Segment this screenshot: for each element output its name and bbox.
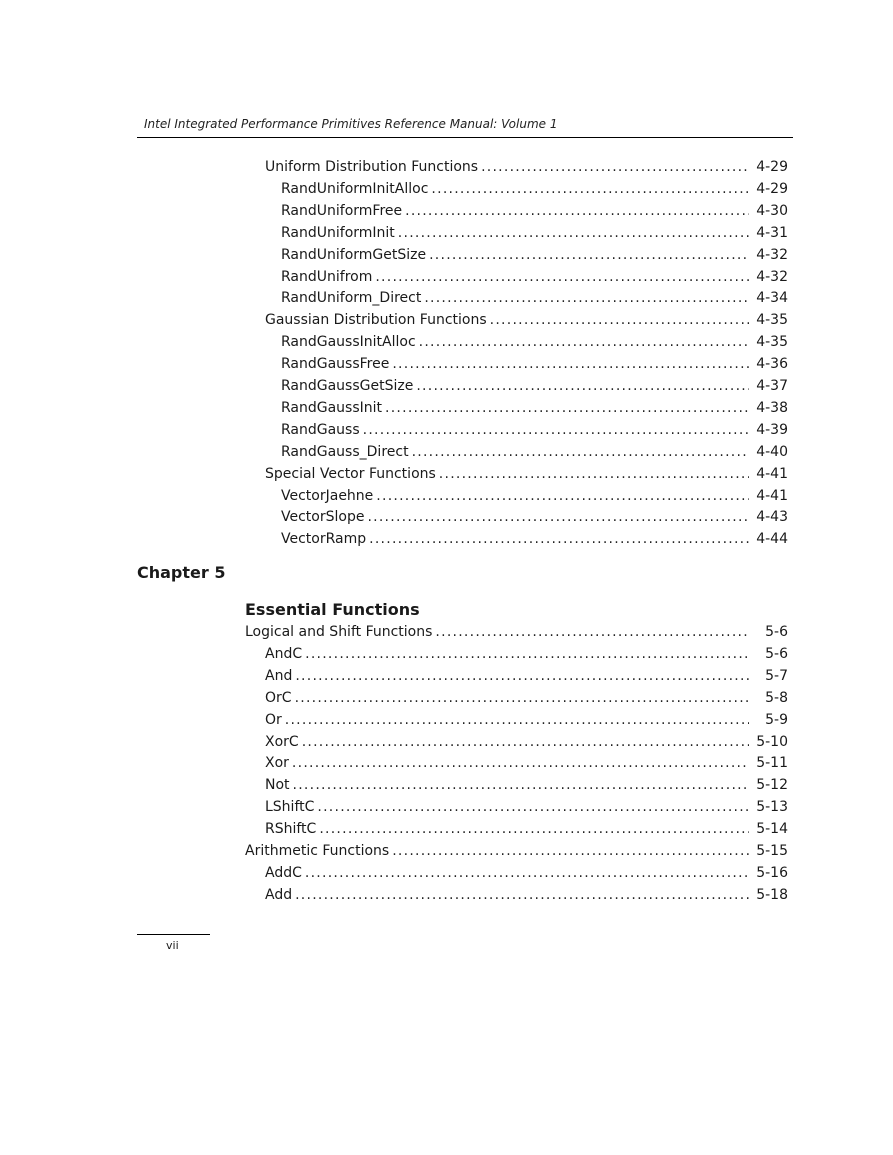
toc-entry-page: 5-6 — [765, 624, 788, 640]
header-title: Intel Integrated Performance Primitives Reference Manual: Volume 1 — [144, 117, 558, 131]
toc-entry[interactable] — [265, 884, 788, 906]
toc-entry-page: 5-16 — [756, 864, 788, 881]
dot-leader — [369, 528, 749, 550]
toc-entry-title: RandGaussInit — [281, 399, 383, 416]
dot-leader — [416, 375, 749, 397]
dot-leader — [285, 709, 749, 731]
toc-entry-page: 4-41 — [756, 465, 788, 482]
toc-entry[interactable] — [281, 287, 788, 309]
toc-entry-title: RandGaussFree — [281, 356, 390, 373]
toc-entry-page: 5-11 — [756, 755, 788, 772]
toc-entry[interactable] — [281, 331, 788, 353]
toc-entry-title: RandGauss — [281, 421, 360, 438]
dot-leader — [295, 884, 749, 906]
toc-entry-title: Gaussian Distribution Functions — [265, 312, 487, 329]
toc-entry-title: XorC — [265, 733, 299, 750]
toc-entry-page: 4-34 — [756, 290, 788, 307]
toc-entry[interactable] — [265, 665, 788, 687]
toc-entry-title: And — [265, 667, 293, 684]
toc-entry-title: VectorRamp — [281, 531, 367, 548]
toc-entry-page: 5-15 — [756, 843, 788, 859]
dot-leader — [435, 621, 749, 643]
toc-entry-title: Uniform Distribution Functions — [265, 159, 479, 175]
dot-leader — [295, 665, 749, 687]
dot-leader — [376, 485, 749, 507]
toc-entry[interactable] — [281, 178, 788, 200]
dot-leader — [305, 643, 749, 665]
dot-leader — [319, 818, 749, 840]
dot-leader — [431, 178, 749, 200]
dot-leader — [439, 463, 749, 485]
toc-entry[interactable] — [265, 709, 788, 731]
toc-entry-title: RandUniformInitAlloc — [281, 180, 429, 197]
footer-rule — [137, 934, 210, 935]
toc-entry[interactable] — [281, 353, 788, 375]
toc-entry[interactable] — [281, 441, 788, 463]
toc-entry-title: Special Vector Functions — [265, 465, 436, 482]
toc-entry[interactable] — [281, 375, 788, 397]
toc-entry-page: 4-44 — [756, 531, 788, 548]
toc-entry[interactable] — [245, 621, 788, 643]
dot-leader — [305, 862, 749, 884]
dot-leader — [392, 840, 749, 862]
toc-entry-title: RShiftC — [265, 821, 317, 838]
toc-entry[interactable] — [245, 840, 788, 862]
toc-entry[interactable] — [281, 397, 788, 419]
toc-entry-page: 4-35 — [756, 334, 788, 351]
dot-leader — [419, 331, 749, 353]
toc-entry-title: Or — [265, 711, 282, 728]
toc-entry[interactable] — [281, 506, 788, 528]
toc-entry[interactable] — [265, 752, 788, 774]
dot-leader — [385, 397, 749, 419]
dot-leader — [375, 266, 749, 288]
toc-entry-page: 5-6 — [765, 645, 788, 662]
toc-entry-page: 5-12 — [756, 777, 788, 794]
toc-entry-page: 5-8 — [765, 689, 788, 706]
toc-entry-page: 4-40 — [756, 443, 788, 460]
toc-entry[interactable] — [281, 244, 788, 266]
dot-leader — [412, 441, 749, 463]
toc-entry[interactable] — [265, 774, 788, 796]
toc-entry-page: 4-41 — [756, 487, 788, 504]
toc-entry-title: AddC — [265, 864, 302, 881]
toc-entry-title: Xor — [265, 755, 289, 772]
page-number: vii — [166, 939, 179, 952]
toc-entry-title: Not — [265, 777, 290, 794]
toc-entry-title: AndC — [265, 645, 303, 662]
toc-entry[interactable] — [265, 309, 788, 331]
toc-entry-page: 5-9 — [765, 711, 788, 728]
toc-entry[interactable] — [281, 222, 788, 244]
dot-leader — [424, 287, 749, 309]
toc-entry-page: 4-35 — [756, 312, 788, 329]
toc-entry[interactable] — [265, 156, 788, 178]
toc-entry-title: VectorJaehne — [281, 487, 374, 504]
toc-entry-page: 5-14 — [756, 821, 788, 838]
toc-entry-page: 5-13 — [756, 799, 788, 816]
toc-entry[interactable] — [281, 200, 788, 222]
dot-leader — [295, 687, 749, 709]
toc-entry-page: 4-39 — [756, 421, 788, 438]
toc-entry-page: 5-10 — [756, 733, 788, 750]
toc-entry-page: 4-32 — [756, 246, 788, 263]
toc-entry-title: LShiftC — [265, 799, 315, 816]
toc-entry[interactable] — [265, 818, 788, 840]
toc-entry[interactable] — [281, 419, 788, 441]
toc-entry-title: RandUniformInit — [281, 224, 395, 241]
toc-entry-page: 5-18 — [756, 886, 788, 903]
toc-entry-title: Logical and Shift Functions — [245, 624, 433, 640]
toc-entry-title: RandUnifrom — [281, 268, 373, 285]
toc-entry[interactable] — [265, 643, 788, 665]
chapter-title: Essential Functions — [245, 600, 420, 619]
dot-leader — [481, 156, 749, 178]
dot-leader — [392, 353, 749, 375]
toc-entry-page: 4-36 — [756, 356, 788, 373]
dot-leader — [367, 506, 749, 528]
toc-entry-title: Arithmetic Functions — [245, 843, 390, 859]
toc-entry-title: RandUniform_Direct — [281, 290, 422, 307]
dot-leader — [490, 309, 749, 331]
toc-entry-page: 5-7 — [765, 667, 788, 684]
toc-entry-title: RandGaussGetSize — [281, 378, 414, 394]
toc-entry[interactable] — [265, 687, 788, 709]
toc-entry[interactable] — [265, 862, 788, 884]
dot-leader — [398, 222, 749, 244]
running-header — [137, 117, 793, 138]
toc-entry-page: 4-29 — [756, 180, 788, 197]
toc-entry[interactable] — [265, 463, 788, 485]
toc-entry-page: 4-38 — [756, 399, 788, 416]
toc-entry[interactable] — [281, 485, 788, 507]
dot-leader — [317, 796, 749, 818]
toc-entry[interactable] — [281, 528, 788, 550]
toc-entry-title: RandGauss_Direct — [281, 443, 409, 460]
dot-leader — [302, 731, 749, 753]
toc-entry-page: 4-43 — [756, 509, 788, 526]
toc-entry[interactable] — [265, 796, 788, 818]
dot-leader — [363, 419, 749, 441]
dot-leader — [292, 752, 749, 774]
dot-leader — [293, 774, 749, 796]
toc-entry-title: Add — [265, 886, 293, 903]
toc-entry-title: OrC — [265, 689, 292, 706]
toc-entry-page: 4-32 — [756, 268, 788, 285]
dot-leader — [405, 200, 749, 222]
toc-entry-page: 4-37 — [756, 378, 788, 394]
toc-entry-title: RandUniformGetSize — [281, 246, 427, 263]
toc-entry-title: RandUniformFree — [281, 202, 403, 219]
toc-entry[interactable] — [281, 266, 788, 288]
toc-entry-page: 4-29 — [756, 159, 788, 175]
toc-entry-title: RandGaussInitAlloc — [281, 334, 416, 351]
chapter-label: Chapter 5 — [137, 563, 226, 582]
toc-entry-page: 4-30 — [756, 202, 788, 219]
dot-leader — [429, 244, 749, 266]
toc-entry[interactable] — [265, 731, 788, 753]
toc-entry-page: 4-31 — [756, 224, 788, 241]
toc-entry-title: VectorSlope — [281, 509, 365, 526]
